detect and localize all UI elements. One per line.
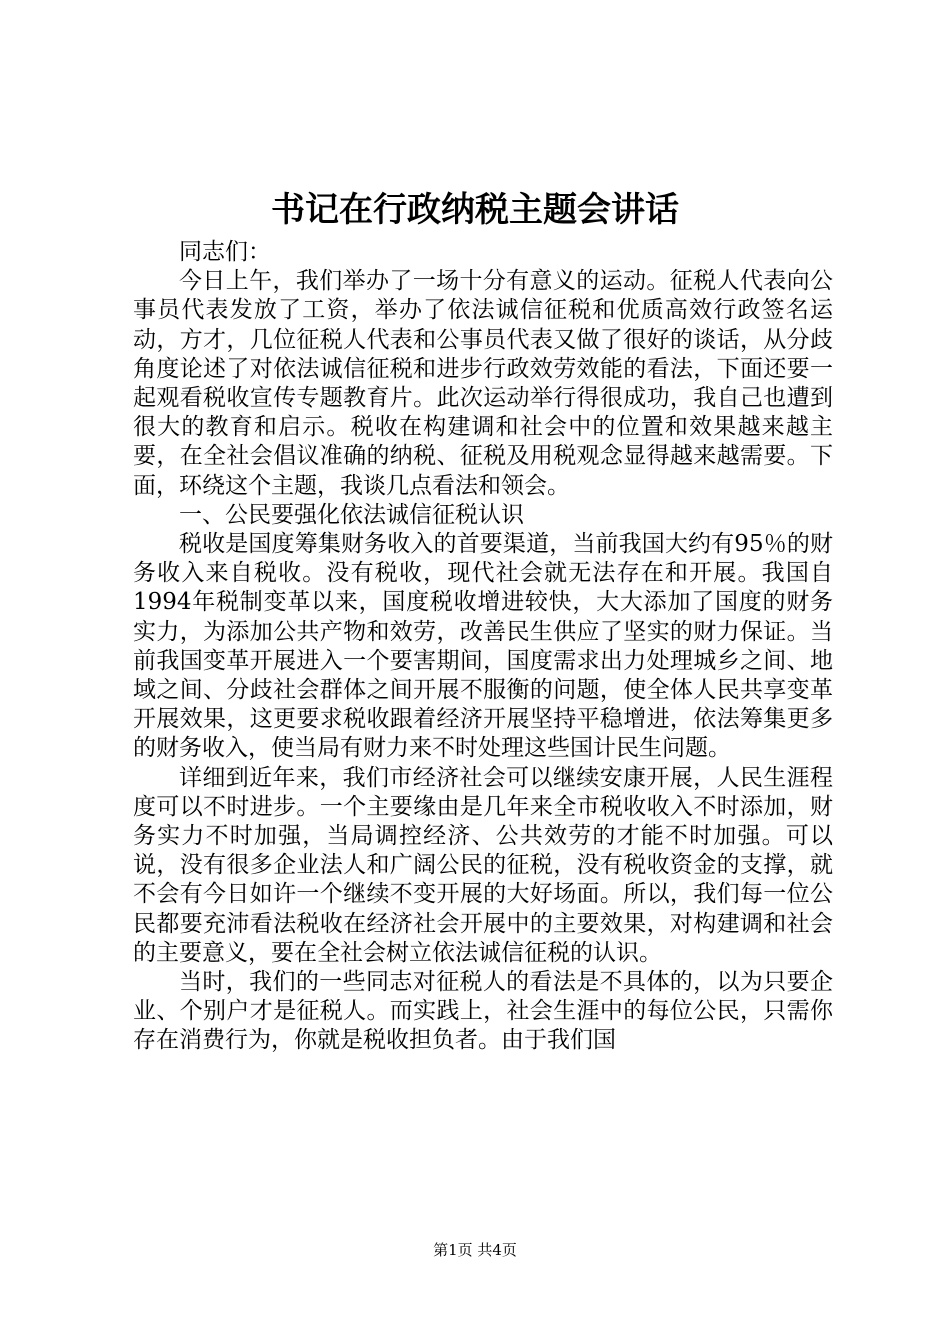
section-heading: 一、公民要强化依法诚信征税认识 — [179, 501, 524, 528]
document-body — [133, 238, 833, 1056]
body-paragraph: 当时，我们的一些同志对征税人的看法是不具体的，以为只要企业、个别户才是征税人。而实践上，社会生涯中的每位公民，只需你存在消费行为，你就是税收担负者。由于我们国 — [133, 969, 833, 1054]
salutation-paragraph: 同志们： — [179, 239, 271, 265]
page-number-footer: 第1页 共4页 — [433, 1241, 517, 1259]
body-paragraph: 税收是国度筹集财务收入的首要渠道，当前我国大约有95％的财务收入来自税收。没有税收，现代社会就无法存在和开展。我国自1994年税制变革以来，国度税收增进较快，大大添加了国度的财务实力，为添加公共产物和效劳，改善民生供应了坚实的财力保证。当前我国变革开展进入一个要害期间，国度需求出力处理城乡之间、地域之间、分歧社会群体之间开展不服衡的问题，使全体人民共享变革开展效果，这更要求税收跟着经济开展坚持平稳增进，依法筹集更多的财务收入，使当局有财力来不时处理这些国计民生问题。 — [133, 531, 833, 762]
body-paragraph: 今日上午，我们举办了一场十分有意义的运动。征税人代表向公事员代表发放了工资，举办了依法诚信征税和优质高效行政签名运动，方才，几位征税人代表和公事员代表又做了很好的谈话，从分歧角度论述了对依法诚信征税和进步行政效劳效能的看法，下面还要一起观看税收宣传专题教育片。此次运动举行得很成功，我自己也遭到很大的教育和启示。税收在构建调和社会中的位置和效果越来越主要，在全社会倡议准确的纳税、征税及用税观念显得越来越需要。下面，环绕这个主题，我谈几点看法和领会。 — [133, 268, 833, 499]
body-paragraph: 详细到近年来，我们市经济社会可以继续安康开展，人民生涯程度可以不时进步。一个主要缘由是几年来全市税收收入不时添加，财务实力不时加强，当局调控经济、公共效劳的才能不时加强。可以说，没有很多企业法人和广阔公民的征税，没有税收资金的支撑，就不会有今日如许一个继续不变开展的大好场面。所以，我们每一位公民都要充沛看法税收在经济社会开展中的主要效果，对构建调和社会的主要意义，要在全社会树立依法诚信征税的认识。 — [133, 764, 833, 966]
document-title: 书记在行政纳税主题会讲话 — [271, 190, 679, 230]
